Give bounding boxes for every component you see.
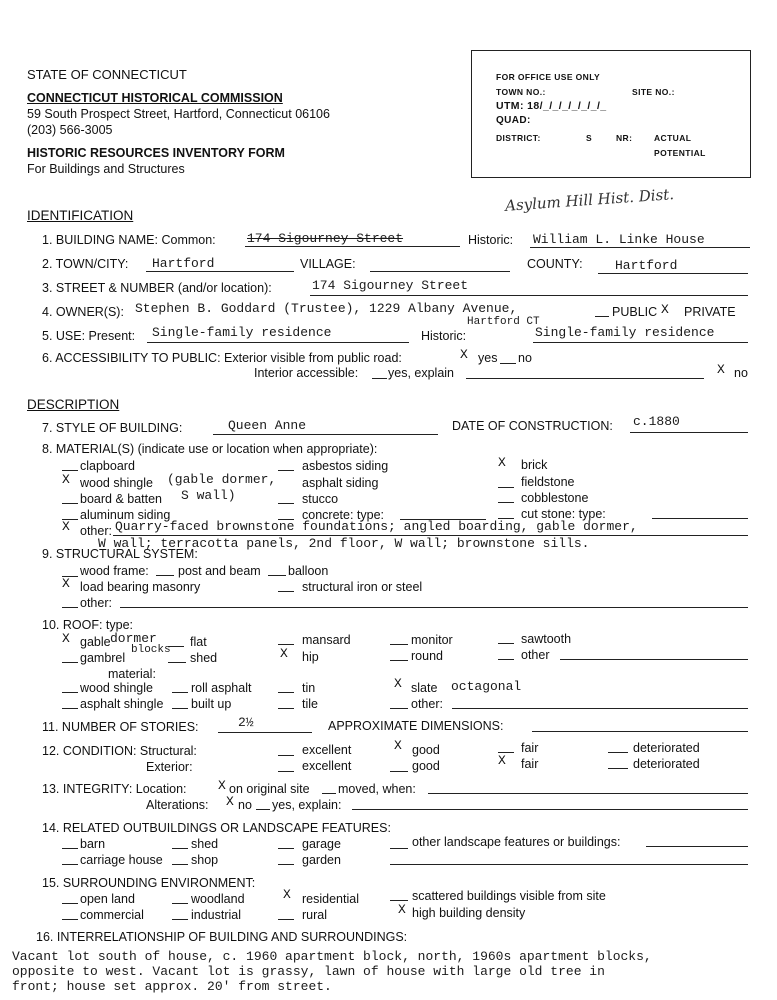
other-landscape-check-line [390, 848, 408, 849]
alterations-yes-line [256, 809, 270, 810]
state-name: STATE OF CONNECTICUT [27, 67, 187, 82]
rural-line [278, 919, 294, 920]
access-no-line [500, 363, 516, 364]
public-check: X [661, 302, 669, 317]
material-cut-stone: cut stone: type: [521, 507, 606, 521]
roof-mat-other-check-line [390, 708, 408, 709]
gambrel-line [62, 662, 78, 663]
shop-line [172, 864, 188, 865]
built-up-line [172, 708, 188, 709]
material-wood-shingle: wood shingle [80, 476, 153, 490]
post-beam-line [156, 575, 174, 576]
stucco-line [278, 503, 294, 504]
roof-slate: slate [411, 681, 438, 695]
roof-hip: hip [302, 650, 319, 664]
roof-gable-note: dormer [110, 631, 157, 646]
outbuilding-garden: garden [302, 853, 341, 867]
office-nr: NR: [616, 133, 633, 143]
struct-fair: fair [521, 741, 539, 755]
roof-tile: tile [302, 697, 318, 711]
ext-excellent: excellent [302, 759, 352, 773]
struct-good-check: X [394, 738, 402, 753]
outbuilding-barn: barn [80, 837, 106, 851]
village-label: VILLAGE: [300, 257, 356, 271]
date-value: c.1880 [633, 414, 680, 429]
industrial-line [172, 919, 188, 920]
mansard-line [278, 644, 294, 645]
handwritten-district-note: Asylum Hill Hist. Dist. [504, 185, 675, 215]
alterations-label: Alterations: [146, 798, 209, 812]
barn-line [62, 848, 78, 849]
roof-roll-asphalt: roll asphalt [191, 681, 252, 695]
surrounding-density-check: X [398, 902, 406, 917]
tile-line [278, 708, 294, 709]
material-cobblestone: cobblestone [521, 491, 589, 505]
interrelation-line-2: opposite to west. Vacant lot is grassy, lawn of house with large old tree in [12, 964, 605, 979]
stories-label: 11. NUMBER OF STORIES: [42, 720, 199, 734]
tin-line [278, 692, 294, 693]
street-line [310, 295, 748, 296]
outbuilding-shed: shed [191, 837, 219, 851]
interior-explain-line [466, 378, 704, 379]
surrounding-high-density: high building density [412, 906, 526, 920]
roof-gambrel: gambrel [80, 651, 126, 665]
use-historic-label: Historic: [421, 329, 467, 343]
material-asbestos: asbestos siding [302, 459, 389, 473]
materials-label: 8. MATERIAL(S) (indicate use or location when appropriate): [42, 442, 378, 456]
structural-iron: structural iron or steel [302, 580, 423, 594]
roof-other-line [560, 659, 748, 660]
roof-monitor: monitor [411, 633, 453, 647]
cut-stone-type-line [652, 518, 748, 519]
roof-label: 10. ROOF: type: [42, 618, 134, 632]
integrity-original-check: X [218, 778, 226, 793]
building-name-common: 174 Sigourney Street [247, 231, 404, 246]
surrounding-residential: residential [302, 892, 359, 906]
material-wood-note: (gable dormer, [167, 472, 277, 487]
office-actual: ACTUAL [654, 133, 692, 143]
interior-yes: yes, explain [388, 366, 455, 380]
roof-wood-line [62, 692, 78, 693]
office-district: DISTRICT: [496, 133, 541, 143]
style-label: 7. STYLE OF BUILDING: [42, 421, 183, 435]
material-fieldstone: fieldstone [521, 475, 575, 489]
roof-mansard: mansard [302, 633, 351, 647]
access-yes: yes [478, 351, 498, 365]
surrounding-commercial: commercial [80, 908, 144, 922]
garage-line [278, 848, 294, 849]
roof-material-other: other: [411, 697, 443, 711]
monitor-line [390, 644, 408, 645]
integrity-label: 13. INTEGRITY: Location: [42, 782, 187, 796]
description-heading: DESCRIPTION [27, 397, 120, 412]
alterations-explain-line [352, 809, 748, 810]
owner-city: Hartford CT [467, 316, 540, 328]
ext-fair-check: X [498, 753, 506, 768]
condition-label: 12. CONDITION: Structural: [42, 744, 197, 758]
surrounding-industrial: industrial [191, 908, 242, 922]
owner-value: Stephen B. Goddard (Trustee), 1229 Albany Avenue, [135, 301, 518, 316]
roof-gable-check: X [62, 631, 70, 646]
material-brick-check: X [498, 455, 506, 470]
material-stucco: stucco [302, 492, 339, 506]
street-label: 3. STREET & NUMBER (and/or location): [42, 281, 272, 295]
office-potential: POTENTIAL [654, 148, 706, 158]
surrounding-residential-check: X [283, 887, 291, 902]
board-batten-line [62, 503, 78, 504]
use-present-line [147, 342, 409, 343]
garden-line [278, 864, 294, 865]
clapboard-line [62, 470, 78, 471]
surrounding-label: 15. SURROUNDING ENVIRONMENT: [42, 876, 256, 890]
open-land-line [62, 903, 78, 904]
roof-gable: gable [80, 635, 111, 649]
interrelation-label: 16. INTERRELATIONSHIP OF BUILDING AND SURROUNDINGS: [36, 930, 408, 944]
other-landscape-line-2 [390, 864, 748, 865]
roof-sawtooth: sawtooth [521, 632, 572, 646]
office-site-no: SITE NO.: [632, 87, 675, 97]
commission-name: CONNECTICUT HISTORICAL COMMISSION [27, 91, 283, 105]
county-line [598, 273, 748, 274]
commission-address: 59 South Prospect Street, Hartford, Connecticut 06106 [27, 107, 330, 121]
ext-good: good [412, 759, 440, 773]
roof-hip-check: X [280, 646, 288, 661]
office-quad: QUAD: [496, 115, 531, 126]
flat-line [168, 646, 184, 647]
office-s: S [586, 133, 593, 143]
integrity-moved: moved, when: [338, 782, 416, 796]
material-aluminum: aluminum siding [80, 508, 171, 522]
roll-asphalt-line [172, 692, 188, 693]
ext-deteriorated: deteriorated [633, 757, 700, 771]
struct-deteriorated: deteriorated [633, 741, 700, 755]
roof-round: round [411, 649, 443, 663]
surrounding-open-land: open land [80, 892, 135, 906]
woodland-line [172, 903, 188, 904]
structural-wood-frame: wood frame: [80, 564, 149, 578]
ext-deteriorated-line [608, 768, 628, 769]
interior-no-check: X [717, 362, 725, 377]
use-historic-line [533, 342, 748, 343]
office-town-no: TOWN NO.: [496, 87, 546, 97]
historic-name-line [530, 247, 750, 248]
cobblestone-line [498, 502, 514, 503]
interrelation-line-3: front; house set approx. 20' from street. [12, 979, 332, 994]
dimensions-line [532, 731, 748, 732]
moved-line [322, 793, 336, 794]
roof-tin: tin [302, 681, 316, 695]
style-line [213, 434, 438, 435]
alterations-no: no [238, 798, 252, 812]
roof-mat-other-line [452, 708, 748, 709]
material-other-line1: Quarry-faced brownstone foundations; angled boarding, gable dormer, [115, 519, 638, 534]
outbuilding-garage: garage [302, 837, 341, 851]
struct-other-check-line [62, 607, 78, 608]
structural-other: other: [80, 596, 112, 610]
ext-excellent-line [278, 771, 294, 772]
outbuilding-carriage-house: carriage house [80, 853, 163, 867]
town-value: Hartford [152, 256, 215, 271]
roof-asphalt-shingle: asphalt shingle [80, 697, 164, 711]
scattered-line [390, 900, 408, 901]
structural-load-bearing: load bearing masonry [80, 580, 201, 594]
building-name-line [245, 246, 460, 247]
other-landscape-line [646, 846, 748, 847]
town-line [146, 271, 294, 272]
date-line [630, 432, 748, 433]
street-value: 174 Sigourney Street [312, 278, 469, 293]
integrity-original-site: on original site [229, 782, 310, 796]
material-s-wall: S wall) [181, 488, 236, 503]
structural-post-beam: post and beam [178, 564, 261, 578]
roof-material-label: material: [108, 667, 156, 681]
material-concrete: concrete: type: [302, 508, 384, 522]
building-name-label: 1. BUILDING NAME: Common: [42, 233, 216, 247]
round-line [390, 660, 408, 661]
moved-when-line [428, 793, 748, 794]
fieldstone-line [498, 487, 514, 488]
roof-shed: shed [190, 651, 218, 665]
use-historic: Single-family residence [535, 325, 715, 340]
exterior-label: Exterior: [146, 760, 193, 774]
town-label: 2. TOWN/CITY: [42, 257, 129, 271]
office-utm: UTM: 18/_/_/_/_/_/_/_ [496, 100, 607, 112]
stories-value: 2½ [238, 715, 254, 730]
roof-flat: flat [190, 635, 207, 649]
asbestos-line [278, 470, 294, 471]
public-label: PUBLIC [612, 305, 658, 319]
private-label: PRIVATE [684, 305, 736, 319]
identification-heading: IDENTIFICATION [27, 208, 134, 223]
interior-yes-line [372, 378, 387, 379]
surrounding-woodland: woodland [191, 892, 245, 906]
roof-other-check-line [498, 659, 514, 660]
structural-iron-line [278, 591, 294, 592]
access-yes-check: X [460, 347, 468, 362]
outbuilding-shop: shop [191, 853, 219, 867]
form-title: HISTORIC RESOURCES INVENTORY FORM [27, 146, 285, 160]
outbuilding-other-landscape: other landscape features or buildings: [412, 835, 621, 849]
structural-masonry-check: X [62, 576, 70, 591]
carriage-line [62, 864, 78, 865]
interior-no: no [734, 366, 748, 380]
material-clapboard: clapboard [80, 459, 135, 473]
form-subtitle: For Buildings and Structures [27, 162, 185, 176]
commission-phone: (203) 566-3005 [27, 123, 113, 137]
public-line [595, 316, 609, 317]
alterations-yes: yes, explain: [272, 798, 342, 812]
county-value: Hartford [615, 258, 678, 273]
material-board-batten: board & batten [80, 492, 163, 506]
outbuildings-label: 14. RELATED OUTBUILDINGS OR LANDSCAPE FEATURES: [42, 821, 391, 835]
surrounding-scattered: scattered buildings visible from site [412, 889, 606, 903]
struct-other-line [120, 607, 748, 608]
shed-line [168, 662, 186, 663]
historic-name: William L. Linke House [533, 232, 705, 247]
roof-built-up: built up [191, 697, 232, 711]
use-label: 5. USE: Present: [42, 329, 136, 343]
sawtooth-line [498, 643, 514, 644]
material-other-check: X [62, 519, 70, 534]
dimensions-label: APPROXIMATE DIMENSIONS: [328, 719, 504, 733]
structural-balloon: balloon [288, 564, 329, 578]
alterations-no-check: X [226, 794, 234, 809]
office-use-title: FOR OFFICE USE ONLY [496, 72, 601, 82]
struct-excellent: excellent [302, 743, 352, 757]
surrounding-rural: rural [302, 908, 328, 922]
county-label: COUNTY: [527, 257, 583, 271]
material-brick: brick [521, 458, 548, 472]
access-no: no [518, 351, 532, 365]
struct-excellent-line [278, 755, 294, 756]
roof-blocks-note: blocks [131, 644, 171, 656]
roof-wood-shingle: wood shingle [80, 681, 153, 695]
owner-label: 4. OWNER(S): [42, 305, 124, 319]
village-line [370, 271, 510, 272]
use-present: Single-family residence [152, 325, 332, 340]
ext-fair: fair [521, 757, 539, 771]
struct-good: good [412, 743, 440, 757]
material-wood-check: X [62, 472, 70, 487]
material-asphalt-siding: asphalt siding [302, 476, 379, 490]
interior-label: Interior accessible: [254, 366, 359, 380]
style-value: Queen Anne [228, 418, 307, 433]
access-label: 6. ACCESSIBILITY TO PUBLIC: Exterior visible from public road: [42, 351, 402, 365]
ext-good-line [390, 771, 408, 772]
balloon-line [268, 575, 286, 576]
material-other-label: other: [80, 524, 112, 538]
roof-slate-check: X [394, 676, 402, 691]
asphalt-shingle-line [62, 708, 78, 709]
date-label: DATE OF CONSTRUCTION: [452, 419, 613, 433]
struct-deteriorated-line [608, 752, 628, 753]
material-other-line2: W wall; terracotta panels, 2nd floor, W wall; brownstone sills. [98, 536, 590, 551]
historic-name-label: Historic: [468, 233, 514, 247]
stories-line [218, 732, 312, 733]
interrelation-line-1: Vacant lot south of house, c. 1960 apartment block, north, 1960s apartment blocks, [12, 949, 652, 964]
roof-other: other [521, 648, 550, 662]
roof-slate-note: octagonal [451, 679, 522, 694]
structural-label: 9. STRUCTURAL SYSTEM: [42, 547, 198, 561]
ob-shed-line [172, 848, 188, 849]
commercial-line [62, 919, 78, 920]
